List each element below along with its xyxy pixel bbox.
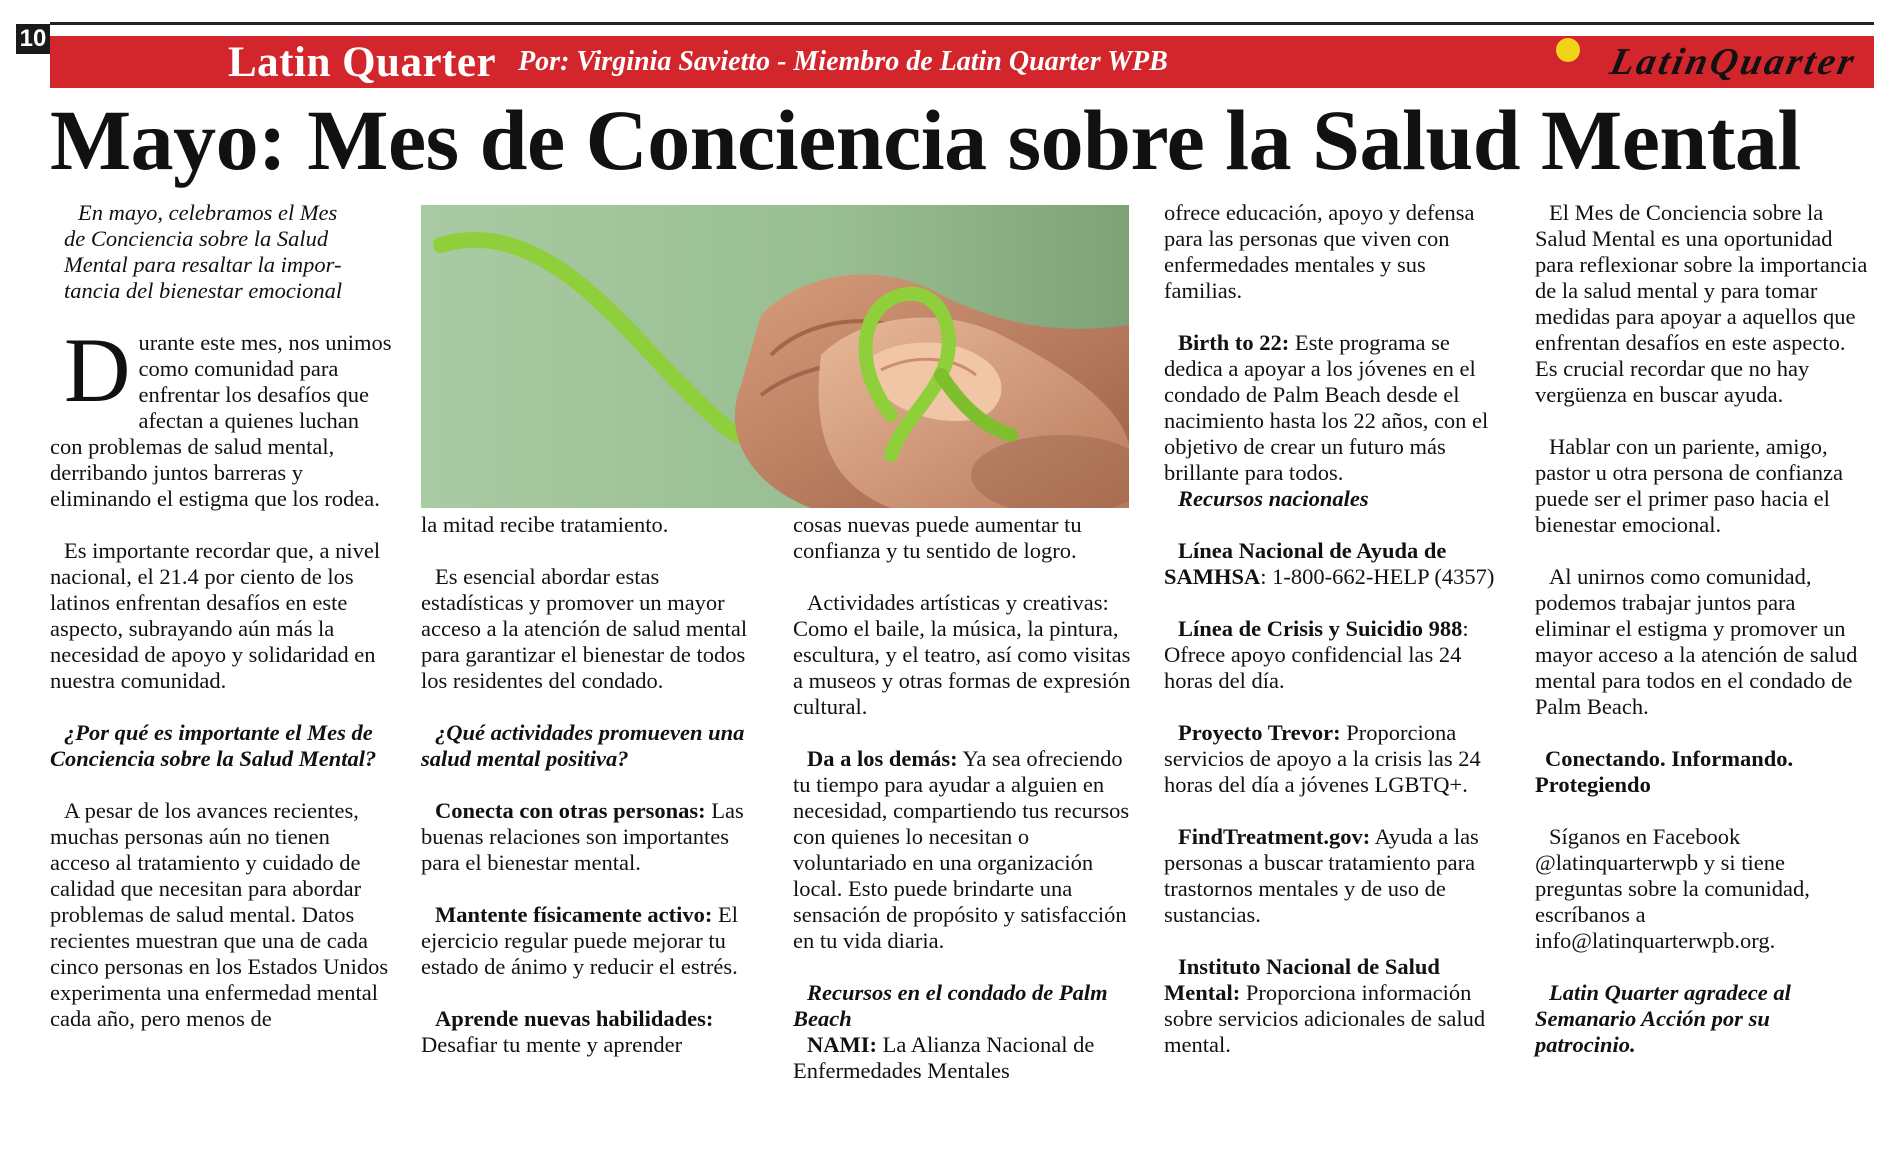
resource-item — [1164, 824, 1502, 928]
resource-item — [1164, 330, 1502, 486]
paragraph: ofrece educación, apoyo y defensa para las personas que viven con enfermedades mentales y sus familias. — [1164, 200, 1475, 303]
top-rule — [50, 22, 1874, 25]
item-text: : 1-800-662-HELP (4357) — [1260, 564, 1495, 589]
subheading: Recursos nacionales — [1178, 486, 1369, 511]
item-lead: Da a los demás: — [807, 746, 958, 771]
resource-item — [1164, 538, 1502, 590]
intro-line: tancia del bienestar emocional — [64, 278, 343, 303]
paragraph: Es esencial abordar estas estadísticas y promover un mayor acceso a la atención de salud mental para garantizar el bienestar de todos los residentes del condado. — [421, 564, 748, 693]
column-5 — [1535, 200, 1873, 1058]
subheading: ¿Qué actividades promueven una salud mental positiva? — [421, 720, 745, 771]
subheading: Recursos en el condado de Palm Beach — [793, 980, 1108, 1031]
item-lead: Mantente físicamente activo: — [435, 902, 713, 927]
paragraph: El Mes de Conciencia sobre la Salud Mental es una oportunidad para reflexionar sobre la importancia de la salud mental y para tomar medidas para apoyar a aquellos que enfrentan desafíos en este aspecto. Es crucial recordar que no hay vergüenza en buscar ayuda. — [1535, 200, 1868, 407]
byline: Por: Virginia Savietto - Miembro de Latin Quarter WPB — [518, 46, 1168, 77]
awareness-ribbon-photo — [421, 205, 1129, 508]
item-text: Ya sea ofreciendo tu tiempo para ayudar a alguien en necesidad, compartiendo tus recursos con quienes lo necesitan o voluntariado en una organización local. Esto puede brindarte una sensación de propósito y satisfacción en tu vida diaria. — [793, 746, 1130, 953]
item-text: Desafiar tu mente y aprender — [421, 1032, 683, 1057]
paragraph-text: urante este mes, nos unimos como comunidad para enfrentar los desafíos que afectan a quienes luchan con problemas de salud mental, derribando juntos barreras y eliminando el estigma que los rodea. — [50, 330, 392, 511]
resource-item — [1164, 954, 1502, 1058]
headline: Mayo: Mes de Conciencia sobre la Salud Mental — [50, 92, 1801, 188]
item-lead: FindTreatment.gov: — [1178, 824, 1371, 849]
item-lead: Conecta con otras personas: — [435, 798, 706, 823]
activity-item — [421, 902, 759, 980]
item-text: Este programa se dedica a apoyar a los jóvenes en el condado de Palm Beach desde el nacimiento hasta los 22 años, con el objetivo de crear un futuro más brillante para todos. — [1164, 330, 1489, 485]
item-lead: Proyecto Trevor: — [1178, 720, 1341, 745]
item-lead: Línea de Crisis y Suicidio 988 — [1178, 616, 1463, 641]
item-lead: Aprende nuevas habilidades: — [435, 1006, 714, 1031]
paragraph: Hablar con un pariente, amigo, pastor u otra persona de confianza puede ser el primer paso hacia el bienestar emocional. — [1535, 434, 1843, 537]
activity-item — [421, 1006, 759, 1058]
column-2 — [421, 512, 759, 1058]
intro-line: Mental para resaltar la impor- — [64, 252, 342, 277]
hands-ribbon-illustration — [421, 205, 1129, 508]
column-3 — [793, 512, 1131, 1084]
activity-item — [421, 798, 759, 876]
paragraph: Síganos en Facebook @latinquarterwpb y si tiene preguntas sobre la comunidad, escríbanos a info@latinquarterwpb.org. — [1535, 824, 1810, 953]
item-text: Las buenas relaciones son importantes para el bienestar mental. — [421, 798, 744, 875]
subheading: Conectando. Informando. Protegiendo — [1535, 746, 1794, 797]
item-text: Proporciona servicios de apoyo a la crisis las 24 horas del día a jóvenes LGBTQ+. — [1164, 720, 1481, 797]
item-text: Proporciona información sobre servicios adicionales de salud mental. — [1164, 980, 1486, 1057]
item-text: Ayuda a las personas a buscar tratamiento para trastornos mentales y de uso de sustancias. — [1164, 824, 1479, 927]
item-lead: NAMI: — [807, 1032, 877, 1057]
column-1 — [50, 200, 394, 1032]
item-text: La Alianza Nacional de Enfermedades Mentales — [793, 1032, 1095, 1083]
resource-item — [1164, 720, 1502, 798]
sponsor-note: Latin Quarter agradece al Semanario Acción por su patrocinio. — [1535, 980, 1791, 1057]
section-banner — [50, 36, 1874, 88]
subheading: ¿Por qué es importante el Mes de Conciencia sobre la Salud Mental? — [50, 720, 377, 771]
paragraph: Es importante recordar que, a nivel nacional, el 21.4 por ciento de los latinos enfrentan desafíos en este aspecto, subrayando aún más la necesidad de apoyo y solidaridad en nuestra comunidad. — [50, 538, 381, 693]
opening-paragraph — [50, 319, 394, 512]
paragraph: Actividades artísticas y creativas: Como el baile, la música, la pintura, escultura, y el teatro, así como visitas a museos y otras formas de expresión cultural. — [793, 590, 1131, 719]
paragraph: la mitad recibe tratamiento. — [421, 512, 669, 537]
column-4 — [1164, 200, 1502, 1058]
resource-item — [793, 1032, 1131, 1084]
intro-line: de Conciencia sobre la Salud — [64, 226, 329, 251]
item-lead: Línea Nacional de Ayuda de SAMHSA — [1164, 538, 1447, 589]
intro-line: En mayo, celebramos el Mes — [78, 200, 338, 225]
page-number: 10 — [16, 24, 50, 54]
moon-icon — [1556, 38, 1580, 62]
item-lead: Instituto Nacional de Salud Mental: — [1164, 954, 1440, 1005]
drop-cap: D — [64, 319, 131, 421]
section-title: Latin Quarter — [228, 38, 497, 86]
paragraph: cosas nuevas puede aumentar tu confianza y tu sentido de logro. — [793, 512, 1082, 563]
paragraph: A pesar de los avances recientes, muchas personas aún no tienen acceso al tratamiento y cuidado de calidad que necesitan para abordar problemas de salud mental. Datos recientes muestran que una de cada cinco personas en los Estados Unidos experimenta una enfermedad mental cada año, pero menos de — [50, 798, 389, 1031]
latin-quarter-logo — [1436, 38, 1861, 86]
paragraph: Al unirnos como comunidad, podemos trabajar juntos para eliminar el estigma y promover un mayor acceso a la atención de salud mental para todos en el condado de Palm Beach. — [1535, 564, 1858, 719]
item-text: El ejercicio regular puede mejorar tu estado de ánimo y reducir el estrés. — [421, 902, 739, 979]
item-text: : Ofrece apoyo confidencial las 24 horas del día. — [1164, 616, 1469, 693]
activity-item — [793, 746, 1131, 954]
intro-deck — [50, 200, 394, 304]
logo-wordmark: LatinQuarter — [1606, 41, 1861, 83]
item-lead: Birth to 22: — [1178, 330, 1290, 355]
resource-item — [1164, 616, 1502, 694]
